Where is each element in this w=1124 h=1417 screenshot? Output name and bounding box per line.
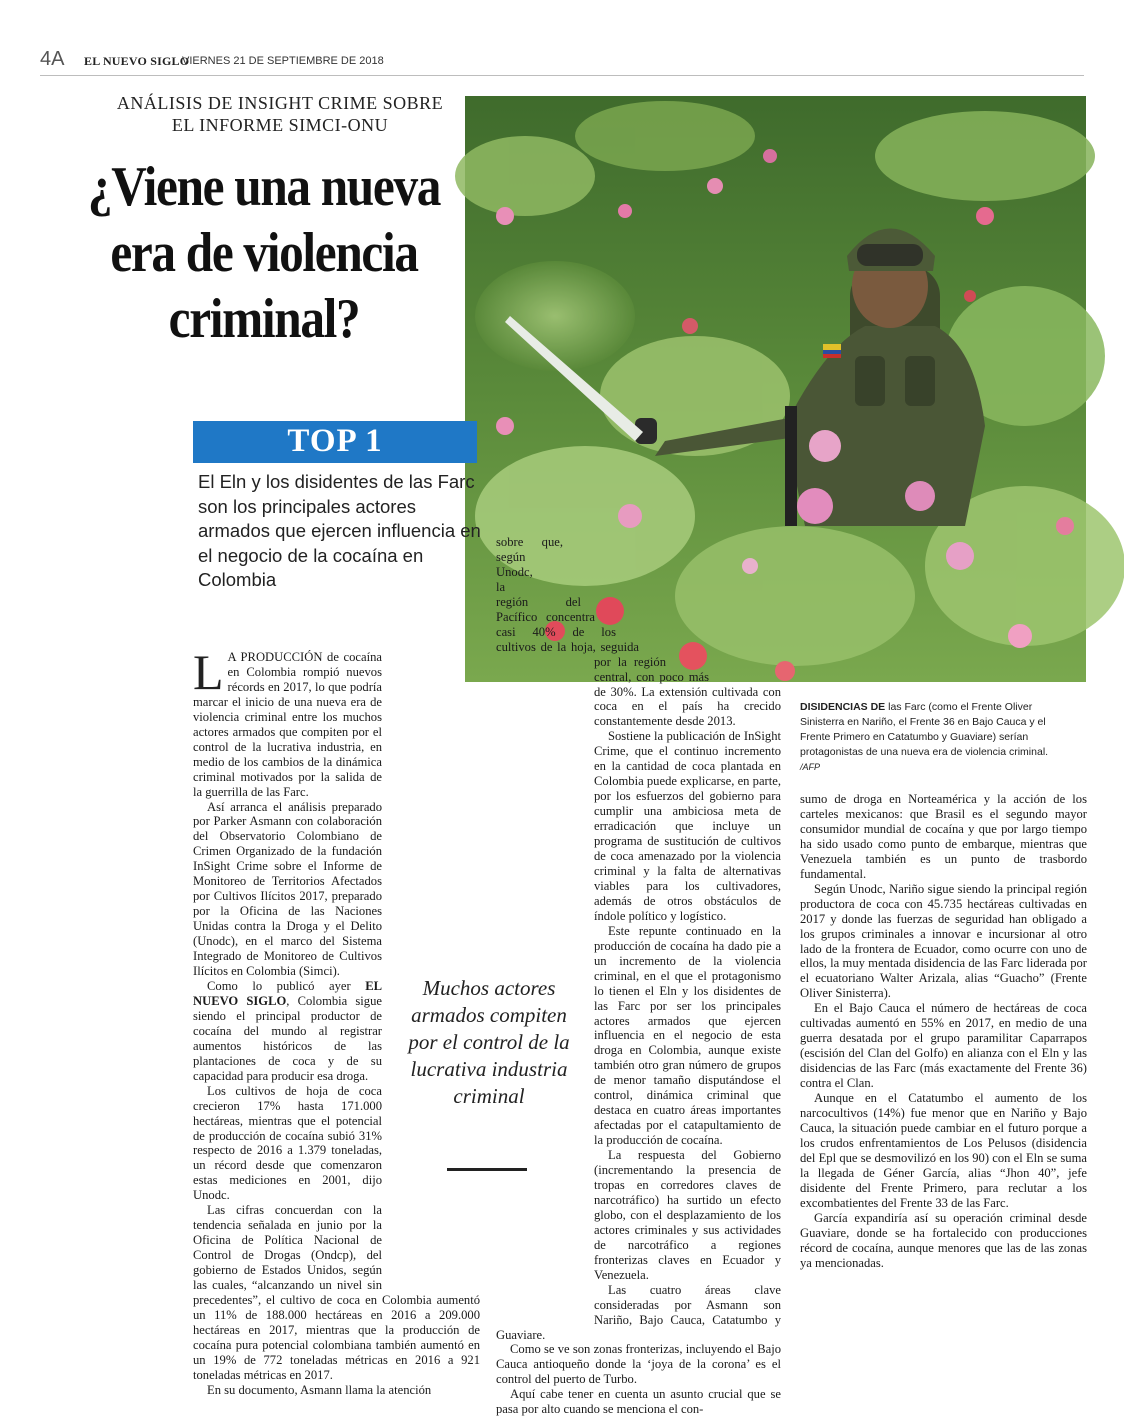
article-paragraph: L A PRODUCCIÓN de cocaína en Colombia rompió nuevos récords en 2017, lo que podría marcar el inicio de una nueva era de violencia criminal entre los muchos actores armados que compiten por el control de la lucrativa industria, en medio de los cambios de la dinámica criminal motivados por la salida de la guerrilla de las Farc. — [193, 644, 382, 799]
article-paragraph: Como se ve son zonas fronterizas, incluyendo el Bajo Cauca antioqueño donde la ‘joya de la corona’ es el control del puerto de Turbo. — [496, 1342, 781, 1387]
article-paragraph: sumo de droga en Norteamérica y la acción de los carteles mexicanos: que Brasil es el segundo mayor consumidor mundial de cocaína y que por largo tiempo ha sido usado como punto de embarque, mientras que Venezuela también es un punto de trasbordo fundamental. — [800, 792, 1087, 881]
kicker-line: ANÁLISIS DE INSIGHT CRIME SOBRE — [116, 93, 444, 113]
article-headline — [40, 154, 487, 352]
article-column-2 — [496, 535, 781, 1417]
page-number: 4A — [40, 48, 65, 70]
kicker-line: EL INFORME SIMCI-ONU — [171, 115, 389, 135]
caption-text: las Farc (como el Frente Oliver Sinisterra en Nariño, el Frente 36 en Bajo Cauca y el Frente Primero en Catatumbo y Guaviare) serían protagonistas de una nueva era de violencia criminal. — [800, 701, 1049, 758]
photo-caption — [800, 700, 1070, 775]
headline-line: criminal? — [168, 288, 360, 350]
top-sidebar-text: El Eln y los disidentes de las Farc son los principales actores armados que ejercen influencia en el negocio de la cocaína en Colombia — [198, 471, 481, 591]
caption-lead: DISIDENCIAS DE — [800, 701, 886, 713]
top-label: TOP 1 — [287, 423, 383, 459]
article-paragraph: García expandiría así su operación criminal desde Guaviare, donde se ha fortalecido con producciones récord de cocaína, aunque menores que las de las zonas ya mencionadas. — [800, 1210, 1087, 1270]
article-paragraph: Aquí cabe tener en cuenta un asunto crucial que se pasa por alto cuando se menciona el con- — [496, 1387, 781, 1417]
article-paragraph: Este repunte continuado en la producción de cocaína ha dado pie a un incremento de la violencia criminal, en el que el protagonismo lo tienen el Eln y los disidentes de las Farc por ser los principales actores armados que ejercen influencia en el negocio de esta droga en Colombia, aunque existe también otro gran número de grupos de menor tamaño disputándose el control, dinámica criminal que destaca en cuatro áreas importantes afectadas por el catapultamiento de la producción de cocaína. — [594, 923, 781, 1148]
top-sidebar-banner — [193, 421, 477, 463]
article-paragraph: Aunque en el Catatumbo el aumento de los narcocultivos (14%) fue menor que en Nariño y Bajo Cauca, la situación puede cambiar en el futuro porque a los crudos enfrentamientos de Los Pelusos (disidencia del Epl que se desmovilizó en los 90) con el Eln se suma la llegada de Géner García, alias “Jhon 40”, jefe disidente del Frente Primero, para reclutar a los excombatientes del Frente 33 de las Farc. — [800, 1091, 1087, 1210]
pull-quote: Muchos actores armados compiten por el control de la lucrativa industria criminal — [408, 976, 570, 1108]
headline-line: ¿Viene una nueva — [87, 156, 441, 218]
article-paragraph: Los cultivos de hoja de coca crecieron 17% hasta 171.000 hectáreas, mientras que el potencial de producción de cocaína subió 31% respecto de 2016 a 1.379 toneladas, un récord desde que comenzaron estas mediciones en 2001, dijo Unodc. — [193, 1083, 382, 1203]
article-paragraph: Sostiene la publicación de InSight Crime, que el continuo incremento en la cantidad de coca plantada en Colombia puede explicarse, en parte, por los esfuerzos del gobierno para cumplir una ambiciosa meta de erradicación que incluye un programa de sustitución de cultivos de coca amenazado por la violencia criminal y la falta de alternativas viables para los cultivadores, además de otros obstáculos de índole político y logístico. — [594, 729, 781, 923]
newspaper-name-inline: EL NUEVO SIGLO — [193, 978, 382, 1008]
article-paragraph: En su documento, Asmann llama la atención — [207, 1382, 432, 1397]
article-kicker — [80, 92, 480, 136]
issue-date: VIERNES 21 DE SEPTIEMBRE DE 2018 — [182, 55, 384, 67]
newspaper-name: EL NUEVO SIGLO — [84, 54, 190, 68]
drop-cap: L — [193, 644, 224, 700]
page-header — [40, 48, 1084, 76]
article-paragraph: Así arranca el análisis preparado por Parker Asmann con colaboración del Observatorio Colombiano de Crimen Organizado de la fundación InSight Crime sobre el Informe de Monitoreo de Territorios Afectados por Cultivos Ilícitos 2017, preparado por la Oficina de las Naciones Unidas contra la Droga y el Delito (Unodc), en el marco del Sistema Integrado de Monitoreo de Cultivos Ilícitos en Colombia (Simci). — [193, 799, 382, 979]
caption-credit: /AFP — [800, 762, 821, 772]
article-paragraph: Según Unodc, Nariño sigue siendo la principal región productora de coca con 45.735 hectáreas cultivadas en 2017 y donde las fuerzas de seguridad han obligado a los grupos criminales a innovar e incursionar al otro lado de la frontera de Ecuador, como ocurre con uno de ellos, la muy mentada disidencia de las Farc liderada por el ecuatoriano Walter Arizala, alias “Guacho” (Frente Oliver Sinisterra). — [800, 881, 1087, 1001]
article-paragraph: Como lo publicó ayer EL NUEVO SIGLO, Colombia sigue siendo el principal productor de cocaína del mundo al registrar aumentos históricos de las plantaciones de coca y de su capacidad para producir esa droga. — [193, 978, 382, 1083]
article-paragraph: En el Bajo Cauca el número de hectáreas de coca cultivadas aumentó en 55% en 2017, en medio de una guerra desatada por el grupo paramilitar Caparrapos (escisión del Clan del Golfo) en alianza con el Eln y las disidencias de las Farc (más exactamente del Frente 36) contra el Clan. — [800, 1001, 1087, 1091]
pull-quote-gap — [496, 1087, 594, 1325]
article-paragraph: sobre que, según Unodc, la región del Pacífico concentra casi 40% de los cultivos de la hoja, seguida por la región central, con poco más de 30%. La extensión cultivada con coca en el país ha crecido constantemente desde 2013. — [496, 535, 781, 729]
article-paragraph: Las cuatro áreas clave consideradas por Asmann son Nariño, Bajo Cauca, Catatumbo y Guaviare. — [496, 1282, 781, 1342]
pull-quote-rule — [447, 1168, 527, 1171]
article-column-3 — [800, 792, 1087, 1352]
headline-line: era de violencia — [110, 222, 418, 284]
article-paragraph: La respuesta del Gobierno (incrementando la presencia de tropas en corredores claves de narcotráfico) ha surtido un efecto globo, con el desplazamiento de los actores criminales y sus actividades de narcotráfico a regiones fronterizas claves en Ecuador y Venezuela. — [594, 1148, 781, 1282]
article-paragraph: Las cifras concuerdan con la tendencia señalada en junio por la Oficina de Política Nacional de Control de Drogas (Ondcp), del gobierno de Estados Unidos, según las cuales, “alcanzando un nivel sin precedentes”, el cultivo de coca en Colombia aumentó un 11% de 188.000 hectáreas en 2016 a 209.000 hectáreas en 2017, mientras que la producción de cocaína pura potencial colombiana también aumentó en un 19% de 772 toneladas métricas en 2016 a 921 toneladas métricas en 2017. — [193, 1203, 480, 1382]
